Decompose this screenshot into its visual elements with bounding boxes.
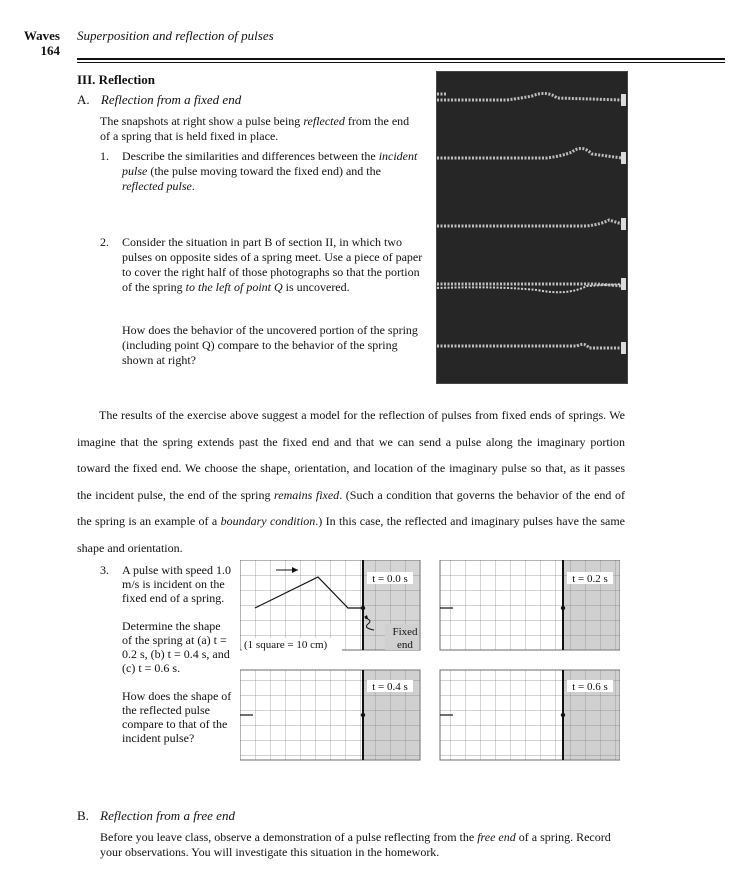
- chapter-label: Waves: [23, 28, 60, 43]
- grid-label-t0-6: t = 0.6 s: [572, 681, 608, 693]
- part-b-title: Reflection from a free end: [100, 808, 235, 823]
- part-a-letter: A.: [77, 92, 90, 107]
- question-3-text-1: A pulse with speed 1.0 m/s is incident on the fixed end of a spring.: [122, 563, 231, 605]
- question-2-followup: How does the behavior of the uncovered portion of the spring (including point Q) compare to the behavior of the spring shown at right?: [122, 323, 418, 367]
- question-3-number: 3.: [100, 563, 109, 577]
- page-number: 164: [40, 43, 60, 58]
- part-b-letter: B.: [77, 808, 89, 823]
- question-1-number: 1.: [100, 149, 109, 163]
- header-rule-thin: [77, 62, 725, 63]
- question-3-text-3: How does the shape of the reflected pulse compare to that of the incident pulse?: [122, 689, 232, 745]
- part-a-heading: [77, 92, 241, 108]
- results-paragraph: The results of the exercise above suggest a model for the reflection of pulses from fixed ends of springs. We imagine that the spring extends past the fixed end and that we can send a pulse along the imaginary portion toward the fixed end. We choose the shape, orientation, and location of the imaginary pulse so that, as it passes the incident pulse, the end of the spring remains fixed. (Such a condition that governs the behavior of the end of the spring is an example of a boundary condition.) In this case, the reflected and imaginary pulses have the same shape and orientation.: [77, 408, 625, 555]
- running-header-left: [20, 28, 60, 58]
- pulse-grids: [240, 560, 620, 790]
- grid-scale-label: (1 square = 10 cm): [244, 639, 328, 651]
- part-b-text: Before you leave class, observe a demonstration of a pulse reflecting from the free end of a spring. Record your observations. You will investigate this situation in the homework.: [100, 830, 611, 859]
- grid-label-t0: t = 0.0 s: [372, 573, 408, 585]
- part-a-title: Reflection from a fixed end: [100, 92, 242, 107]
- spring-snapshots-photo: [436, 71, 628, 384]
- question-2-number: 2.: [100, 235, 109, 249]
- section-title: III. Reflection: [77, 72, 155, 87]
- fixed-end-label-1: Fixed: [392, 626, 418, 638]
- fixed-end-label-2: end: [397, 639, 413, 651]
- grid-label-t0-2: t = 0.2 s: [572, 573, 608, 585]
- question-2-text: Consider the situation in part B of section II, in which two pulses on opposite sides of a spring meet. Use a piece of paper to cover the right half of those photographs so that the portion of the spring to the left of point Q is uncovered.: [122, 235, 423, 294]
- spring-snapshots-image: [437, 72, 627, 383]
- question-1-text: Describe the similarities and differences between the incident pulse (the pulse moving toward the fixed end) and the reflected pulse.: [122, 149, 418, 193]
- question-3-text-2: Determine the shape of the spring at (a) t = 0.2 s, (b) t = 0.4 s, and (c) t = 0.6 s.: [122, 619, 230, 675]
- part-a-intro: The snapshots at right show a pulse being reflected from the end of a spring that is held fixed in place.: [100, 114, 410, 143]
- header-rule: [77, 58, 725, 60]
- grid-label-t0-4: t = 0.4 s: [372, 681, 408, 693]
- part-b-heading: [77, 808, 235, 824]
- running-header-title: Superposition and reflection of pulses: [77, 28, 274, 43]
